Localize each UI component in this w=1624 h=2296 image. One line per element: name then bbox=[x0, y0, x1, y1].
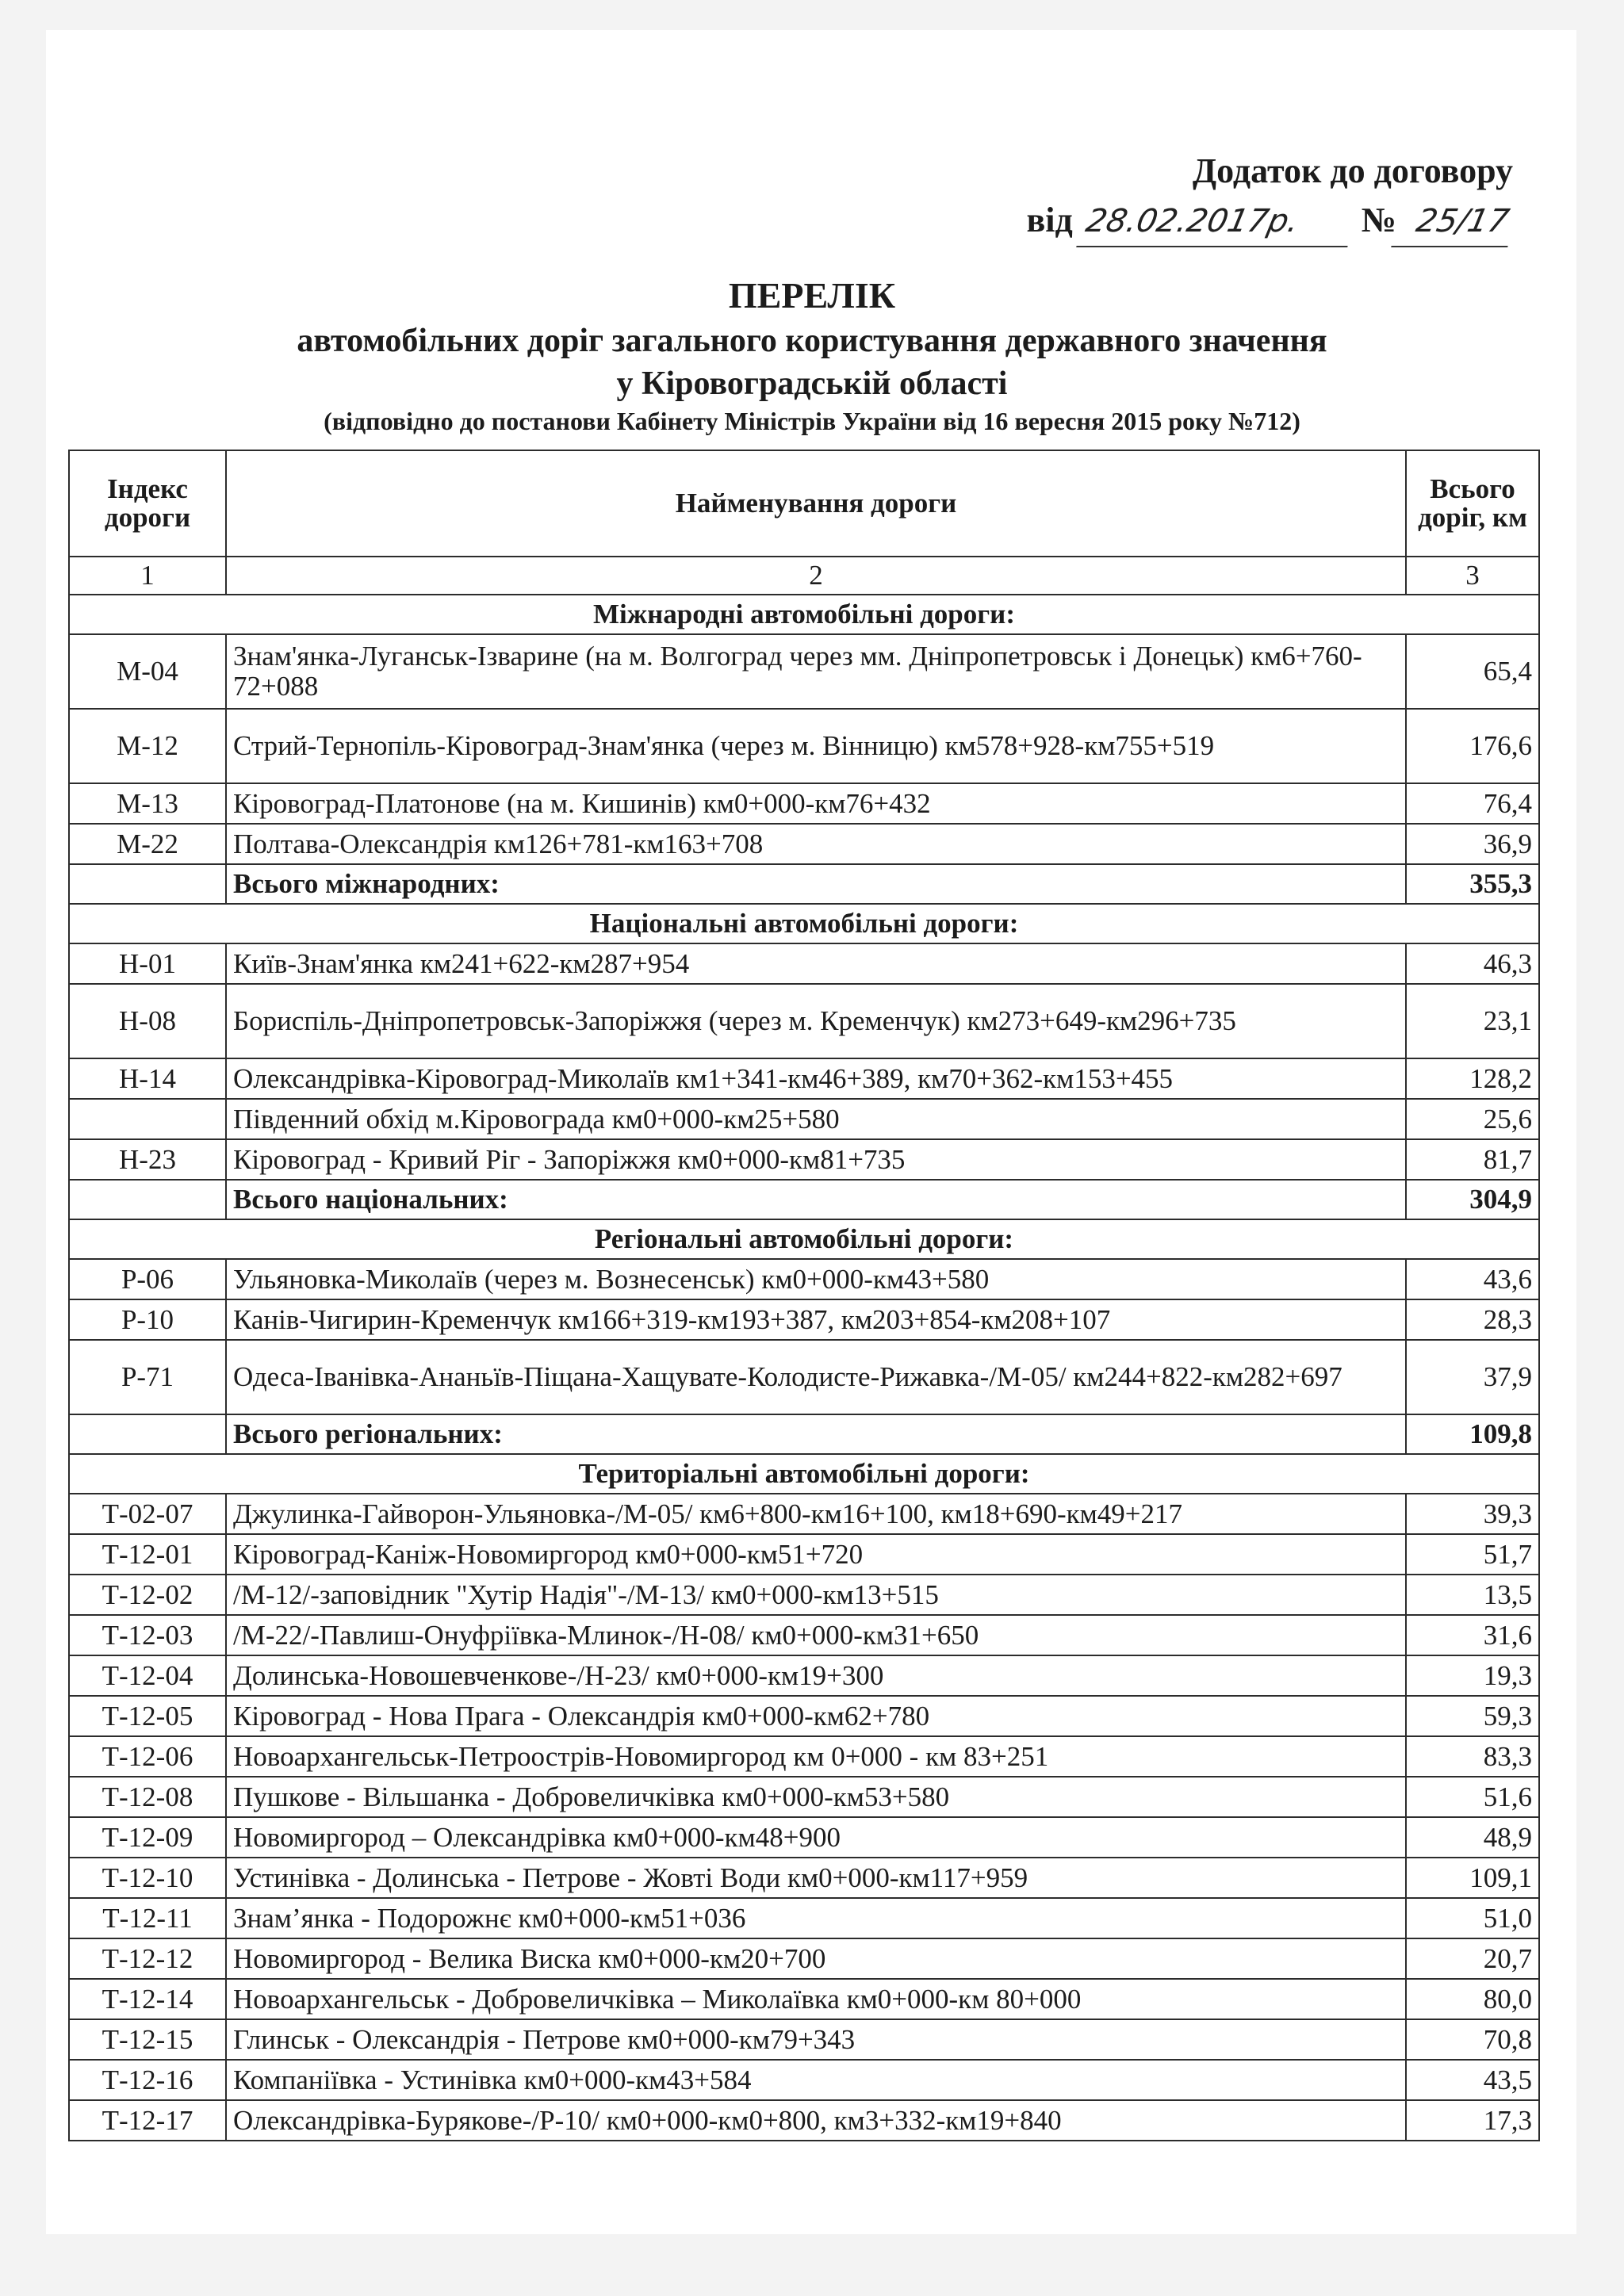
table-row bbox=[69, 709, 1539, 783]
road-length-km: 59,3 bbox=[1406, 1696, 1539, 1736]
table-row bbox=[69, 2100, 1539, 2141]
appendix-title: Додаток до договору bbox=[1192, 151, 1513, 190]
road-length-km: 20,7 bbox=[1406, 1938, 1539, 1979]
road-length-km: 36,9 bbox=[1406, 824, 1539, 864]
table-row bbox=[69, 1777, 1539, 1817]
road-index: Н-01 bbox=[69, 943, 226, 984]
table-row bbox=[69, 1575, 1539, 1615]
road-name: Кіровоград - Кривий Ріг - Запоріжжя км0+000-км81+735 bbox=[226, 1139, 1406, 1180]
road-length-km: 31,6 bbox=[1406, 1615, 1539, 1655]
column-number-row bbox=[69, 557, 1539, 595]
header-total: Всього доріг, км bbox=[1406, 450, 1539, 557]
road-name: Новомиргород - Велика Виска км0+000-км20+700 bbox=[226, 1938, 1406, 1979]
road-length-km: 128,2 bbox=[1406, 1058, 1539, 1099]
road-name: Джулинка-Гайворон-Ульяновка-/М-05/ км6+800-км16+100, км18+690-км49+217 bbox=[226, 1494, 1406, 1534]
road-name: Одеса-Іванівка-Ананьїв-Піщана-Хащувате-Колодисте-Рижавка-/М-05/ км244+822-км282+697 bbox=[226, 1340, 1406, 1414]
section-header-row bbox=[69, 1454, 1539, 1494]
total-label: Всього міжнародних: bbox=[226, 864, 1406, 904]
section-total-row bbox=[69, 1180, 1539, 1219]
table-row bbox=[69, 1299, 1539, 1340]
total-km: 304,9 bbox=[1406, 1180, 1539, 1219]
road-name: Новомиргород – Олександрівка км0+000-км48+900 bbox=[226, 1817, 1406, 1858]
road-length-km: 28,3 bbox=[1406, 1299, 1539, 1340]
document-heading bbox=[0, 274, 1624, 437]
road-index: Н-23 bbox=[69, 1139, 226, 1180]
road-name: Долинська-Новошевченкове-/Н-23/ км0+000-км19+300 bbox=[226, 1655, 1406, 1696]
heading-subtitle: автомобільних доріг загального користування державного значення bbox=[297, 323, 1327, 359]
section-title: Регіональні автомобільні дороги: bbox=[69, 1219, 1539, 1259]
table-row bbox=[69, 1139, 1539, 1180]
total-empty-cell bbox=[69, 864, 226, 904]
road-name: Київ-Знам'янка км241+622-км287+954 bbox=[226, 943, 1406, 984]
road-length-km: 19,3 bbox=[1406, 1655, 1539, 1696]
road-name: Полтава-Олександрія км126+781-км163+708 bbox=[226, 824, 1406, 864]
road-length-km: 13,5 bbox=[1406, 1575, 1539, 1615]
handwritten-date: 28.02.2017р. bbox=[1076, 197, 1358, 247]
table-row bbox=[69, 1099, 1539, 1139]
road-index: Т-12-15 bbox=[69, 2019, 226, 2060]
road-name: Кіровоград-Каніж-Новомиргород км0+000-км51+720 bbox=[226, 1534, 1406, 1575]
road-index: Т-12-16 bbox=[69, 2060, 226, 2100]
road-index: Т-12-03 bbox=[69, 1615, 226, 1655]
section-header-row bbox=[69, 1219, 1539, 1259]
road-name: /М-22/-Павлиш-Онуфріївка-Млинок-/Н-08/ км0+000-км31+650 bbox=[226, 1615, 1406, 1655]
appendix-block bbox=[1027, 147, 1513, 247]
road-index: Т-12-02 bbox=[69, 1575, 226, 1615]
road-name: Компаніївка - Устинівка км0+000-км43+584 bbox=[226, 2060, 1406, 2100]
road-index: Т-12-09 bbox=[69, 1817, 226, 1858]
road-length-km: 176,6 bbox=[1406, 709, 1539, 783]
total-label: Всього регіональних: bbox=[226, 1414, 1406, 1454]
section-header-row bbox=[69, 904, 1539, 943]
road-length-km: 51,7 bbox=[1406, 1534, 1539, 1575]
table-row bbox=[69, 1858, 1539, 1898]
road-index: Т-12-06 bbox=[69, 1736, 226, 1777]
road-length-km: 109,1 bbox=[1406, 1858, 1539, 1898]
table-row bbox=[69, 1736, 1539, 1777]
number-prefix: № bbox=[1361, 201, 1396, 239]
table-row bbox=[69, 984, 1539, 1058]
road-index: М-22 bbox=[69, 824, 226, 864]
road-name: Бориспіль-Дніпропетровськ-Запоріжжя (через м. Кременчук) км273+649-км296+735 bbox=[226, 984, 1406, 1058]
road-index: Т-12-12 bbox=[69, 1938, 226, 1979]
roads-table bbox=[68, 450, 1540, 2141]
table-row bbox=[69, 1655, 1539, 1696]
road-name: Стрий-Тернопіль-Кіровоград-Знам'янка (через м. Вінницю) км578+928-км755+519 bbox=[226, 709, 1406, 783]
road-index: Т-12-14 bbox=[69, 1979, 226, 2019]
table-row bbox=[69, 1898, 1539, 1938]
road-name: /М-12/-заповідник "Хутір Надія"-/М-13/ км0+000-км13+515 bbox=[226, 1575, 1406, 1615]
section-header-row bbox=[69, 595, 1539, 634]
road-length-km: 81,7 bbox=[1406, 1139, 1539, 1180]
header-name: Найменування дороги bbox=[226, 450, 1406, 557]
section-title: Національні автомобільні дороги: bbox=[69, 904, 1539, 943]
table-row bbox=[69, 1494, 1539, 1534]
table-row bbox=[69, 1534, 1539, 1575]
total-km: 355,3 bbox=[1406, 864, 1539, 904]
road-index: Р-10 bbox=[69, 1299, 226, 1340]
road-index: Т-12-04 bbox=[69, 1655, 226, 1696]
date-prefix: від bbox=[1026, 201, 1073, 239]
column-number: 1 bbox=[69, 557, 226, 595]
road-length-km: 65,4 bbox=[1406, 634, 1539, 709]
road-index: Т-12-08 bbox=[69, 1777, 226, 1817]
road-index: Т-12-05 bbox=[69, 1696, 226, 1736]
road-index: Т-02-07 bbox=[69, 1494, 226, 1534]
road-index: Н-14 bbox=[69, 1058, 226, 1099]
road-length-km: 80,0 bbox=[1406, 1979, 1539, 2019]
table-row bbox=[69, 2019, 1539, 2060]
table-row bbox=[69, 1615, 1539, 1655]
road-index bbox=[69, 1099, 226, 1139]
road-name: Устинівка - Долинська - Петрове - Жовті Води км0+000-км117+959 bbox=[226, 1858, 1406, 1898]
column-number: 3 bbox=[1406, 557, 1539, 595]
road-index: Р-06 bbox=[69, 1259, 226, 1299]
road-index: Т-12-11 bbox=[69, 1898, 226, 1938]
table-header-row bbox=[69, 450, 1539, 557]
road-name: Знам’янка - Подорожнє км0+000-км51+036 bbox=[226, 1898, 1406, 1938]
road-name: Новоархангельськ - Добровеличківка – Миколаївка км0+000-км 80+000 bbox=[226, 1979, 1406, 2019]
table-row bbox=[69, 783, 1539, 824]
table-row bbox=[69, 1259, 1539, 1299]
total-label: Всього національних: bbox=[226, 1180, 1406, 1219]
road-length-km: 23,1 bbox=[1406, 984, 1539, 1058]
road-length-km: 83,3 bbox=[1406, 1736, 1539, 1777]
road-length-km: 51,6 bbox=[1406, 1777, 1539, 1817]
road-index: Т-12-10 bbox=[69, 1858, 226, 1898]
table-row bbox=[69, 1938, 1539, 1979]
table-row bbox=[69, 1979, 1539, 2019]
road-index: Т-12-17 bbox=[69, 2100, 226, 2141]
road-name: Глинськ - Олександрія - Петрове км0+000-км79+343 bbox=[226, 2019, 1406, 2060]
table-row bbox=[69, 943, 1539, 984]
handwritten-number: 25/17 bbox=[1391, 197, 1519, 247]
road-index: М-04 bbox=[69, 634, 226, 709]
appendix-date-line bbox=[1027, 196, 1513, 247]
road-length-km: 43,5 bbox=[1406, 2060, 1539, 2100]
road-length-km: 51,0 bbox=[1406, 1898, 1539, 1938]
road-length-km: 48,9 bbox=[1406, 1817, 1539, 1858]
header-index: Індекс дороги bbox=[69, 450, 226, 557]
road-length-km: 70,8 bbox=[1406, 2019, 1539, 2060]
total-empty-cell bbox=[69, 1180, 226, 1219]
road-name: Олександрівка-Кіровоград-Миколаїв км1+341-км46+389, км70+362-км153+455 bbox=[226, 1058, 1406, 1099]
table-row bbox=[69, 1817, 1539, 1858]
column-number: 2 bbox=[226, 557, 1406, 595]
road-index: М-13 bbox=[69, 783, 226, 824]
table-row bbox=[69, 1696, 1539, 1736]
section-total-row bbox=[69, 864, 1539, 904]
road-index: Н-08 bbox=[69, 984, 226, 1058]
road-length-km: 76,4 bbox=[1406, 783, 1539, 824]
road-index: Р-71 bbox=[69, 1340, 226, 1414]
road-length-km: 39,3 bbox=[1406, 1494, 1539, 1534]
road-index: Т-12-01 bbox=[69, 1534, 226, 1575]
section-title: Територіальні автомобільні дороги: bbox=[69, 1454, 1539, 1494]
table-row bbox=[69, 634, 1539, 709]
table-row bbox=[69, 2060, 1539, 2100]
road-name: Південний обхід м.Кіровограда км0+000-км25+580 bbox=[226, 1099, 1406, 1139]
total-km: 109,8 bbox=[1406, 1414, 1539, 1454]
table-row bbox=[69, 1340, 1539, 1414]
table-body bbox=[69, 595, 1539, 2141]
heading-region: у Кіровоградській області bbox=[616, 365, 1008, 402]
road-name: Знам'янка-Луганськ-Ізварине (на м. Волгоград через мм. Дніпропетровськ і Донецьк) км6+760-72+088 bbox=[226, 634, 1406, 709]
road-name: Ульяновка-Миколаїв (через м. Вознесенськ) км0+000-км43+580 bbox=[226, 1259, 1406, 1299]
road-name: Новоархангельськ-Петроострів-Новомиргород км 0+000 - км 83+251 bbox=[226, 1736, 1406, 1777]
road-length-km: 37,9 bbox=[1406, 1340, 1539, 1414]
road-index: М-12 bbox=[69, 709, 226, 783]
heading-title: ПЕРЕЛІК bbox=[728, 275, 896, 316]
heading-basis: (відповідно до постанови Кабінету Міністрів України від 16 вересня 2015 року №712) bbox=[324, 407, 1300, 435]
road-length-km: 46,3 bbox=[1406, 943, 1539, 984]
road-length-km: 25,6 bbox=[1406, 1099, 1539, 1139]
road-name: Кіровоград-Платонове (на м. Кишинів) км0+000-км76+432 bbox=[226, 783, 1406, 824]
table-row bbox=[69, 1058, 1539, 1099]
total-empty-cell bbox=[69, 1414, 226, 1454]
road-name: Олександрівка-Бурякове-/Р-10/ км0+000-км0+800, км3+332-км19+840 bbox=[226, 2100, 1406, 2141]
road-name: Кіровоград - Нова Прага - Олександрія км0+000-км62+780 bbox=[226, 1696, 1406, 1736]
road-name: Пушкове - Вільшанка - Добровеличківка км0+000-км53+580 bbox=[226, 1777, 1406, 1817]
table-row bbox=[69, 824, 1539, 864]
road-length-km: 43,6 bbox=[1406, 1259, 1539, 1299]
road-length-km: 17,3 bbox=[1406, 2100, 1539, 2141]
section-total-row bbox=[69, 1414, 1539, 1454]
road-name: Канів-Чигирин-Кременчук км166+319-км193+387, км203+854-км208+107 bbox=[226, 1299, 1406, 1340]
section-title: Міжнародні автомобільні дороги: bbox=[69, 595, 1539, 634]
